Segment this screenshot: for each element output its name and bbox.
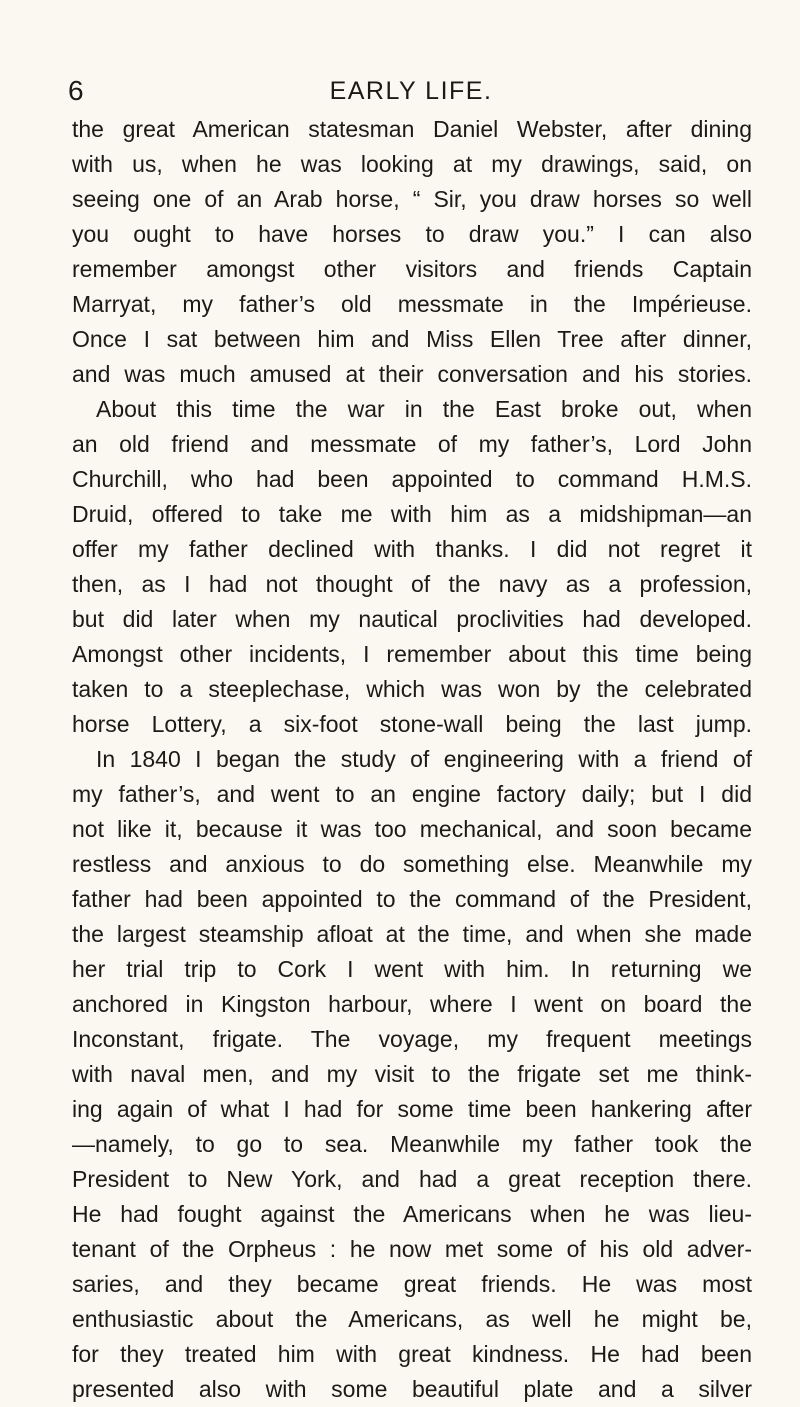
text-line: taken to a steeplechase, which was won by the celebrated [72, 676, 752, 702]
text-line: Churchill, who had been appointed to command H.M.S. [72, 466, 752, 492]
text-line: Druid, offered to take me with him as a midshipman—an [72, 501, 752, 527]
text-line: and was much amused at their conversation and his stories. [72, 361, 752, 387]
text-line: —namely, to go to sea. Meanwhile my father took the [72, 1131, 752, 1157]
text-line: with naval men, and my visit to the frigate set me think- [72, 1061, 752, 1087]
text-line: you ought to have horses to draw you.” I can also [72, 221, 752, 247]
text-line: anchored in Kingston harbour, where I went on board the [72, 991, 752, 1017]
text-line: About this time the war in the East broke out, when [96, 396, 752, 422]
text-line: President to New York, and had a great reception there. [72, 1166, 752, 1192]
body-text [72, 112, 752, 1407]
text-line: my father’s, and went to an engine factory daily; but I did [72, 781, 752, 807]
text-line: for they treated him with great kindness. He had been [72, 1341, 752, 1367]
text-line: seeing one of an Arab horse, “ Sir, you draw horses so well [72, 186, 752, 212]
text-line: not like it, because it was too mechanical, and soon became [72, 816, 752, 842]
text-line: with us, when he was looking at my drawings, said, on [72, 151, 752, 177]
text-line: He had fought against the Americans when he was lieu- [72, 1201, 752, 1227]
text-line: but did later when my nautical proclivities had developed. [72, 606, 752, 632]
text-line: Amongst other incidents, I remember about this time being [72, 641, 752, 667]
text-line: restless and anxious to do something else. Meanwhile my [72, 851, 752, 877]
text-line: an old friend and messmate of my father’s, Lord John [72, 431, 752, 457]
text-line: saries, and they became great friends. He was most [72, 1271, 752, 1297]
page-number: 6 [68, 75, 84, 106]
text-line: the great American statesman Daniel Webster, after dining [72, 116, 752, 142]
text-line: Marryat, my father’s old messmate in the Impérieuse. [72, 291, 752, 317]
running-head: EARLY LIFE. [329, 77, 493, 105]
text-line: father had been appointed to the command of the President, [72, 886, 752, 912]
text-line: Once I sat between him and Miss Ellen Tree after dinner, [72, 326, 752, 352]
text-line: the largest steamship afloat at the time, and when she made [72, 921, 752, 947]
text-line: her trial trip to Cork I went with him. In returning we [72, 956, 752, 982]
text-line: horse Lottery, a six-foot stone-wall being the last jump. [72, 711, 752, 737]
page-header [68, 74, 754, 108]
text-line: offer my father declined with thanks. I did not regret it [72, 536, 752, 562]
text-line: In 1840 I began the study of engineering with a friend of [96, 746, 752, 772]
text-line: presented also with some beautiful plate and a silver [72, 1376, 752, 1402]
text-line: Inconstant, frigate. The voyage, my frequent meetings [72, 1026, 752, 1052]
text-line: tenant of the Orpheus : he now met some of his old adver- [72, 1236, 752, 1262]
text-line: then, as I had not thought of the navy as a profession, [72, 571, 752, 597]
text-line: remember amongst other visitors and friends Captain [72, 256, 752, 282]
text-line: ing again of what I had for some time been hankering after [72, 1096, 752, 1122]
text-line: enthusiastic about the Americans, as well he might be, [72, 1306, 752, 1332]
